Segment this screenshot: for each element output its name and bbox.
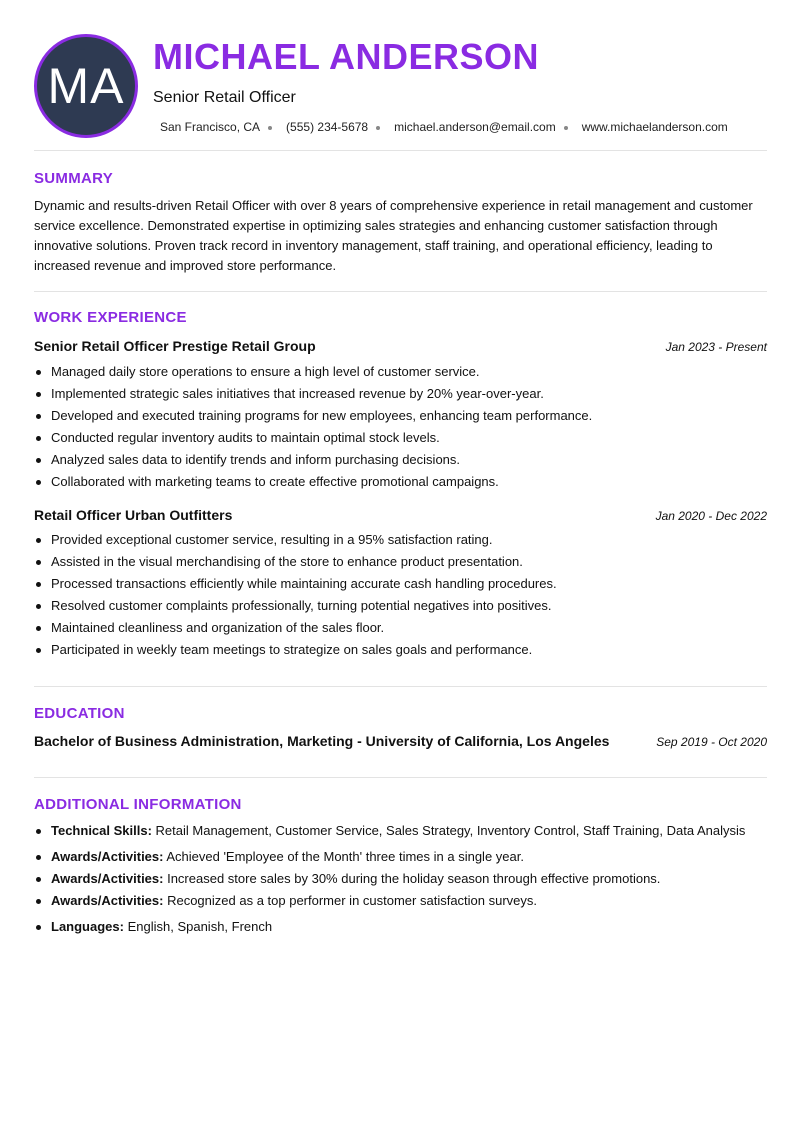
list-item: Awards/Activities: Achieved 'Employee of the Month' three times in a single year. [34,846,774,868]
job-bullet-list [34,361,767,493]
list-item: Participated in weekly team meetings to strategize on sales goals and performance. [34,639,767,661]
bullet-icon [36,829,41,834]
divider [34,777,767,778]
additional-heading: ADDITIONAL INFORMATION [34,796,242,813]
bullet-icon [36,925,41,930]
avatar [34,34,138,138]
job-title: Retail Officer Urban Outfitters [34,507,233,523]
education-dates: Sep 2019 - Oct 2020 [656,735,767,749]
education-heading: EDUCATION [34,705,125,722]
list-item: Processed transactions efficiently while maintaining accurate cash handling procedures. [34,573,767,595]
job-bullet-list [34,529,767,661]
bullet-icon [36,436,41,441]
bullet-icon [36,480,41,485]
list-item: Languages: English, Spanish, French [34,916,774,938]
bullet-icon [36,855,41,860]
separator-dot-icon [564,126,568,130]
bullet-icon [36,414,41,419]
additional-info-list [34,820,774,938]
bullet-icon [36,560,41,565]
job-header [34,338,767,354]
bullet-icon [36,582,41,587]
job-title: Senior Retail Officer Prestige Retail Group [34,338,316,354]
contact-website[interactable]: www.michaelanderson.com [581,120,728,134]
list-item: Analyzed sales data to identify trends and inform purchasing decisions. [34,449,767,471]
separator-dot-icon [268,126,272,130]
candidate-name: MICHAEL ANDERSON [153,36,540,77]
summary-text: Dynamic and results-driven Retail Officer with over 8 years of comprehensive experience in retail management and customer service excellence. Demonstrated expertise in optimizing sales strategies and enhancing customer satisfaction through innovative solutions. Proven track record in inventory management, staff training, and operational efficiency, leading to increased revenue and improved store performance. [34,198,753,273]
list-item: Maintained cleanliness and organization of the sales floor. [34,617,767,639]
bullet-icon [36,899,41,904]
job-dates: Jan 2023 - Present [665,340,767,354]
divider [34,150,767,151]
bullet-icon [36,538,41,543]
contact-phone: (555) 234-5678 [286,120,369,134]
education-entry [34,733,767,749]
contact-email[interactable]: michael.anderson@email.com [394,120,556,134]
list-item: Assisted in the visual merchandising of the store to enhance product presentation. [34,551,767,573]
candidate-title: Senior Retail Officer [153,89,296,106]
list-item: Developed and executed training programs for new employees, enhancing team performance. [34,405,767,427]
bullet-icon [36,392,41,397]
bullet-icon [36,458,41,463]
list-item: Awards/Activities: Recognized as a top performer in customer satisfaction surveys. [34,890,774,912]
list-item: Technical Skills: Retail Management, Customer Service, Sales Strategy, Inventory Control, Staff Training, Data Analysis [34,820,774,842]
list-item: Conducted regular inventory audits to maintain optimal stock levels. [34,427,767,449]
list-item: Provided exceptional customer service, resulting in a 95% satisfaction rating. [34,529,767,551]
degree-title: Bachelor of Business Administration, Marketing - University of California, Los Angeles [34,733,610,749]
list-item: Resolved customer complaints professionally, turning potential negatives into positives. [34,595,767,617]
list-item: Implemented strategic sales initiatives that increased revenue by 20% year-over-year. [34,383,767,405]
experience-heading: WORK EXPERIENCE [34,309,187,326]
avatar-initials: MA [47,58,125,114]
job-header [34,507,767,523]
bullet-icon [36,604,41,609]
divider [34,686,767,687]
divider [34,291,767,292]
summary-heading: SUMMARY [34,170,114,187]
list-item: Managed daily store operations to ensure a high level of customer service. [34,361,767,383]
bullet-icon [36,370,41,375]
separator-dot-icon [376,126,380,130]
list-item: Collaborated with marketing teams to create effective promotional campaigns. [34,471,767,493]
bullet-icon [36,648,41,653]
contact-line [160,120,728,134]
list-item: Awards/Activities: Increased store sales by 30% during the holiday season through effective promotions. [34,868,774,890]
contact-location: San Francisco, CA [160,120,261,134]
bullet-icon [36,626,41,631]
bullet-icon [36,877,41,882]
job-dates: Jan 2020 - Dec 2022 [655,509,767,523]
